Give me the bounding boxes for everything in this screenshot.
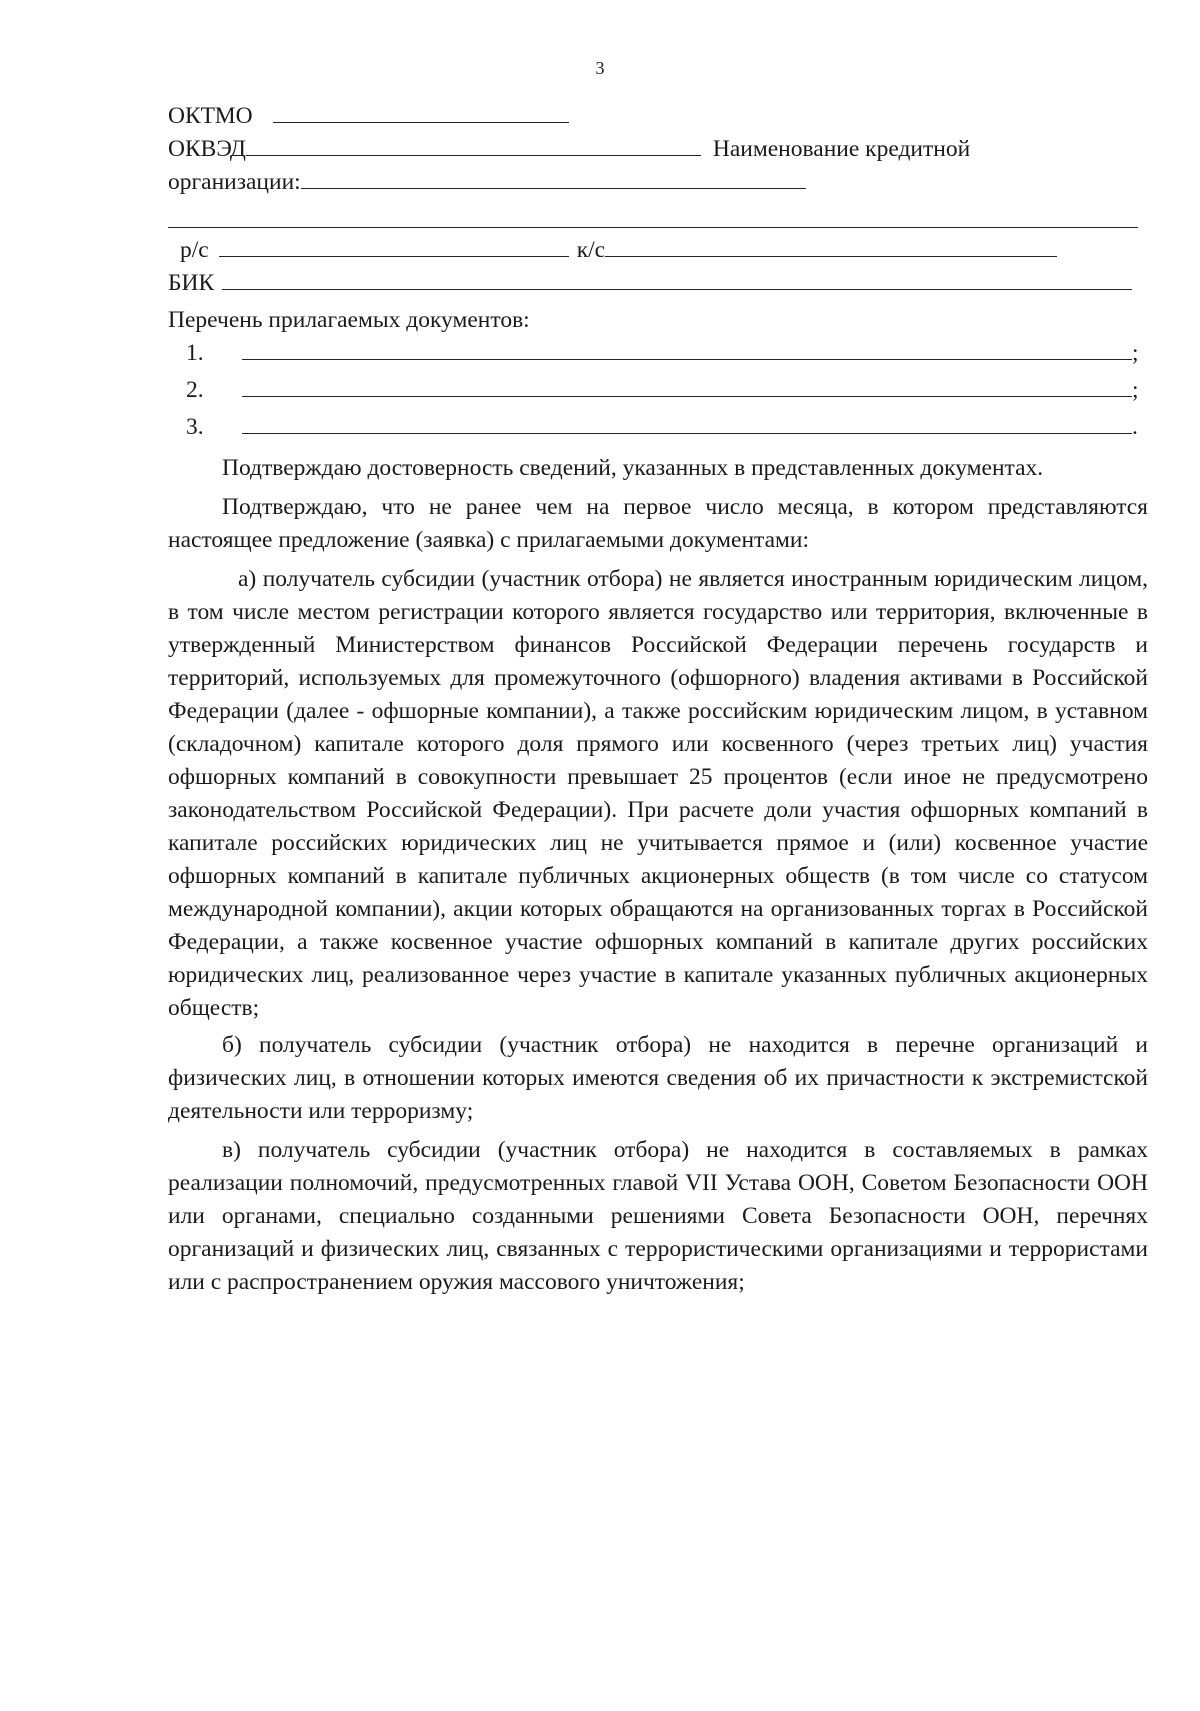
rs-label: р/с xyxy=(180,237,209,263)
paragraph-confirm-accuracy: Подтверждаю достоверность сведений, указанных в представленных документах. xyxy=(222,455,1044,481)
documents-item-field[interactable] xyxy=(242,374,1132,397)
ks-field[interactable] xyxy=(605,234,1057,257)
paragraph-item-b: б) получатель субсидии (участник отбора) не находится в перечне организаций и физических лиц, в отношении которых имеются сведения об их причастности к экстремистской деятельности или терроризму; xyxy=(168,1032,1148,1124)
documents-item xyxy=(168,411,1148,448)
ks-label: к/с xyxy=(576,237,606,263)
page-number: 3 xyxy=(595,58,605,78)
documents-item-end: ; xyxy=(1132,340,1139,366)
documents-item-number: 3. xyxy=(186,414,204,440)
documents-item-end: . xyxy=(1132,414,1138,440)
documents-item xyxy=(168,374,1148,411)
oktmo-row xyxy=(168,100,1148,133)
okved-label: ОКВЭД xyxy=(168,136,246,162)
documents-item-field[interactable] xyxy=(242,411,1132,434)
bik-row xyxy=(168,267,1148,300)
documents-item xyxy=(168,337,1148,374)
bik-field[interactable] xyxy=(222,267,1132,290)
paragraph-item-a: а) получатель субсидии (участник отбора) не является иностранным юридическим лицом, в том числе местом регистрации которого является государство или территория, включенные в утвержденный Министерством финансов Российской Федерации перечень государств и территорий, используемых для промежуточного (офшорного) владения активами в Российской Федерации (далее - офшорные компании), а также российским юридическим лицом, в уставном (складочном) капитале которого доля прямого или косвенного (через третьих лиц) участия офшорных компаний в совокупности превышает 25 процентов (если иное не предусмотрено законодательством Российской Федерации). При расчете доли участия офшорных компаний в капитале российских юридических лиц не учитывается прямое и (или) косвенное участие офшорных компаний в капитале публичных акционерных обществ (в том числе со статусом международной компании), акции которых обращаются на организованных торгах в Российской Федерации, а также косвенное участие офшорных компаний в капитале других российских юридических лиц, реализованное через участие в капитале указанных публичных акционерных обществ; xyxy=(168,566,1148,1021)
okved-field[interactable] xyxy=(246,133,701,156)
bank-name-field-cont[interactable] xyxy=(168,199,1138,228)
documents-heading: Перечень прилагаемых документов: xyxy=(168,307,530,333)
accounts-row xyxy=(168,234,1148,267)
bank-name-row xyxy=(168,166,1148,199)
documents-item-number: 1. xyxy=(186,340,204,366)
document-body xyxy=(168,100,1148,1299)
paragraph-item-v: в) получатель субсидии (участник отбора) не находится в составляемых в рамках реализации полномочий, предусмотренных главой VII Устава ООН, Советом Безопасности ООН или органами, специально созданными решениями Совета Безопасности ООН, перечнях организаций и физических лиц, связанных с террористическими организациями и террористами или с распространением оружия массового уничтожения; xyxy=(168,1137,1148,1295)
bank-name-field[interactable] xyxy=(301,166,806,189)
bik-label: БИК xyxy=(168,270,215,296)
paragraph-confirm-date: Подтверждаю, что не ранее чем на первое число месяца, в котором представляются настоящее предложение (заявка) с прилагаемыми документами: xyxy=(168,494,1148,553)
rs-field[interactable] xyxy=(219,234,569,257)
documents-item-number: 2. xyxy=(186,377,204,403)
oktmo-label: ОКТМО xyxy=(168,103,253,129)
okved-row xyxy=(168,133,1148,166)
documents-item-field[interactable] xyxy=(242,337,1132,360)
bank-name-label-cont: организации: xyxy=(168,169,301,195)
oktmo-field[interactable] xyxy=(273,100,569,123)
documents-item-end: ; xyxy=(1132,377,1139,403)
bank-name-label: Наименование кредитной xyxy=(712,136,971,162)
